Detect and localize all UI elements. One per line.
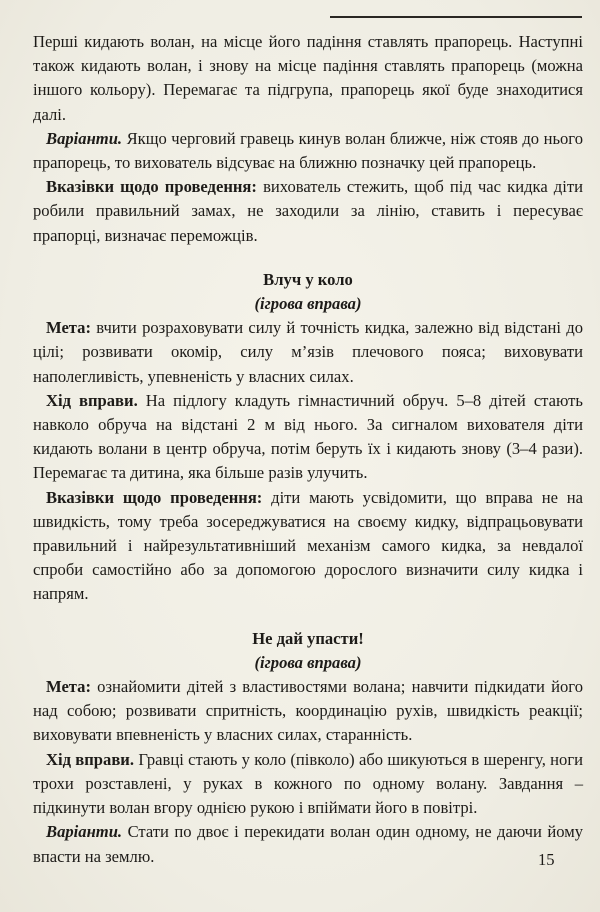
course-text: На підлогу кладуть гімнастичний обруч. 5–8 дітей стають навколо обруча на відстані 2 м від нього. За сигналом вихователя діти кидають волани в центр обруча, потім беруть їх і кидають знову (3–4 рази). Перемагає та дитина, яка більше разів улучить. xyxy=(33,390,583,483)
header-rule xyxy=(330,16,582,18)
paragraph-guidance xyxy=(33,175,583,248)
paragraph-variants xyxy=(33,127,583,175)
course-text: Гравці стають у коло (півколо) або шикуються в шеренгу, ноги трохи розставлені, у руках в кожного по одному волану. Завдання – підкинути волан вгору однією рукою і впіймати його в повітрі. xyxy=(33,749,583,818)
section-subtitle: (ігрова вправа) xyxy=(254,294,362,314)
page-content xyxy=(33,30,583,869)
variants-text: Якщо черговий гравець кинув волан ближче, ніж стояв до нього прапорець, то вихователь відсуває на ближню позначку цей прапорець. xyxy=(33,128,583,173)
goal-label: Мета: xyxy=(46,677,91,697)
paragraph-guidance xyxy=(33,486,583,607)
section-subtitle: (ігрова вправа) xyxy=(254,652,362,672)
paragraph-course xyxy=(33,389,583,486)
paragraph-variants xyxy=(33,820,583,868)
paragraph-text: Перші кидають волан, на місце його падіння ставлять прапорець. Наступні також кидають волан, і знову на місце падіння ставлять прапорець (можна іншого кольору). Перемагає та підгрупа, прапорець якої буде знаходитися далі. xyxy=(33,32,583,124)
course-label: Хід вправи. xyxy=(46,749,135,769)
section-title: Не дай упасти! xyxy=(252,628,364,648)
paragraph-course xyxy=(33,748,583,821)
variants-text: Стати по двоє і перекидати волан один одному, не даючи йому впасти на землю. xyxy=(33,822,583,866)
course-label: Хід вправи. xyxy=(46,390,138,410)
paragraph-goal xyxy=(33,316,583,389)
guidance-text: діти мають усвідомити, що вправа не на швидкість, тому треба зосереджуватися на своєму кидку, відпрацьовувати правильний і найрезультативніший механізм самого кидка, за невдалої спроби самостійно або за допомогою дорослого визначити силу кидка і напрям. xyxy=(33,487,583,604)
variants-label: Варіанти. xyxy=(46,822,123,842)
goal-text: вчити розраховувати силу й точність кидка, залежно від відстані до цілі; розвивати окомір, силу м’язів плечового пояса; виховувати наполегливість, упевненість у власних силах. xyxy=(33,318,583,386)
page-number: 15 xyxy=(538,850,555,869)
guidance-label: Вказівки щодо проведення: xyxy=(46,177,257,197)
goal-text: ознайомити дітей з властивостями волана; навчити підкидати його над собою; розвивати спритність, координацію рухів, швидкість реакції; виховувати впевненість у власних силах, старанність. xyxy=(33,677,583,745)
variants-label: Варіанти. xyxy=(46,128,123,148)
section-title: Влуч у коло xyxy=(263,269,353,289)
guidance-label: Вказівки щодо проведення: xyxy=(46,487,263,507)
paragraph-goal xyxy=(33,675,583,748)
guidance-text: вихователь стежить, щоб під час кидка діти робили правильний замах, не заходили за лінію, ставить і пересуває прапорці, визначає переможців. xyxy=(33,177,583,245)
goal-label: Мета: xyxy=(46,318,91,338)
paragraph-intro xyxy=(33,30,583,127)
